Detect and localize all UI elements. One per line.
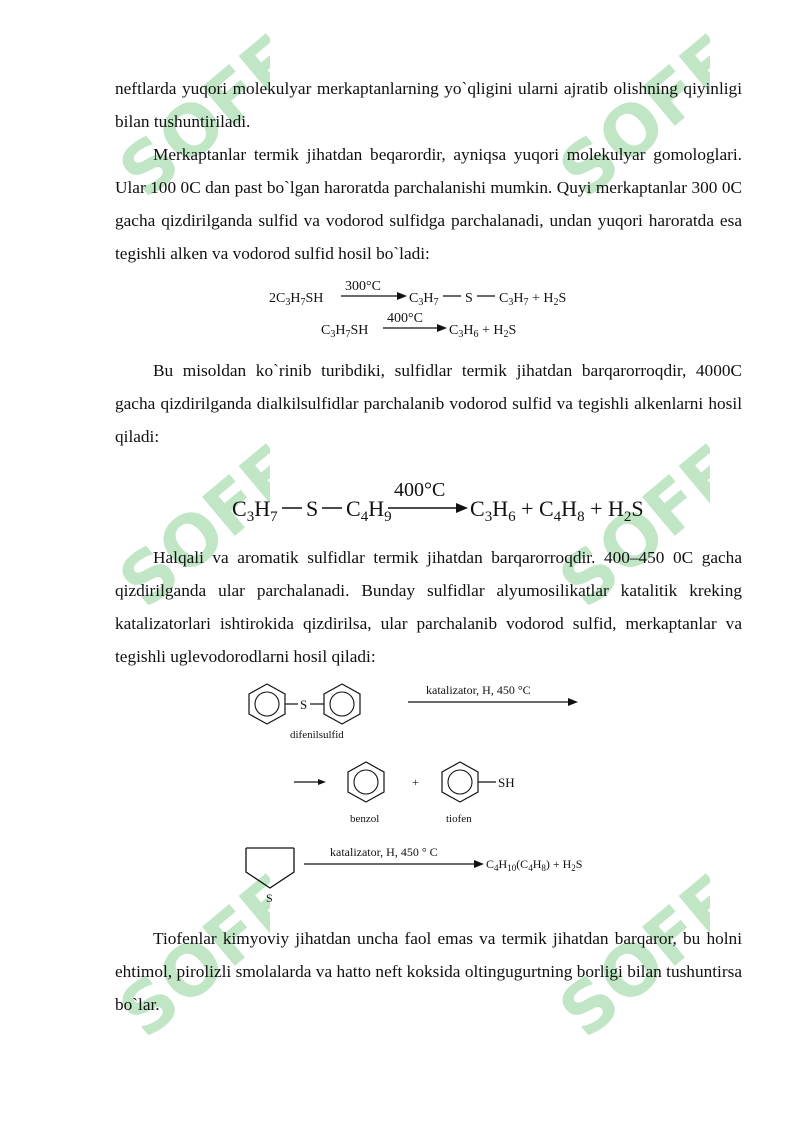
paragraph-3: Bu misoldan ko`rinib turibdiki, sulfidlar termik jihatdan barqarorroqdir, 4000C gacha qizdirilganda dialkilsulfidlar parchalanib vodorod sulfid va tegishli alkenlarni hosil qiladi: <box>115 361 742 446</box>
svg-text:C3H7SH: $C_3H_7SH$ <box>321 323 369 340</box>
equation-thiophene-ring <box>240 838 620 908</box>
text-block-p4 <box>115 541 742 673</box>
svg-text:SOFF: SOFF <box>103 430 270 624</box>
eq2-temp: 400°C <box>387 311 423 326</box>
svg-text:C3H6 + H2S: $C_3H_6 + H_2S$ <box>449 323 517 340</box>
eq4-s: S <box>300 697 308 712</box>
paragraph-5: Tiofenlar kimyoviy jihatdan uncha faol emas va termik jihatdan barqaror, bu holni ehtimol, pirolizli smolalarda va hatto neft koksida oltingugurtning borligi bilan tushuntirsa bo`lar. <box>115 929 742 1014</box>
text-block-p5 <box>115 922 742 1021</box>
equation-thermal-mercaptan <box>265 278 585 342</box>
paragraph-1: neftlarda yuqori molekulyar merkaptanlarning yo`qligini ularni ajratib olishning qiyinligi bilan tushuntiriladi. <box>115 79 742 131</box>
eq1-temp: 300°C <box>345 279 381 294</box>
svg-text:C3H7 + H2S: $C_3H_7 + H_2S$ <box>499 291 567 308</box>
eq4-conditions: katalizator, H, 450 °C <box>426 683 531 697</box>
eq4-label-benzol: benzol <box>350 813 380 825</box>
text-block-p3 <box>115 354 742 453</box>
eq5-conditions: katalizator, H, 450 ° C <box>330 845 438 859</box>
svg-text:S: S <box>465 291 473 306</box>
eq5-s: S <box>266 891 273 905</box>
eq4-sh: SH <box>498 775 515 790</box>
svg-text:S: S <box>306 496 319 521</box>
svg-text:C3H7: $C_3H_7$ <box>409 291 439 308</box>
svg-text:SOFF: SOFF <box>103 860 270 1054</box>
text-block-top <box>115 72 742 270</box>
svg-text:C3H7: $C_3H_7$ <box>232 496 278 525</box>
svg-text:SOFF: SOFF <box>543 860 710 1054</box>
equation-dialkylsulfide <box>228 476 648 528</box>
svg-text:C4H10(C4H8) + H2S: $C_4H_{10}(C_4H_8) + H_2S$ <box>486 857 583 873</box>
eq4-label-reactant: difenilsulfid <box>290 729 344 741</box>
equation-diphenylsulfide <box>240 672 600 832</box>
paragraph-4: Halqali va aromatik sulfidlar termik jihatdan barqarorroqdir. 400–450 0C gacha qizdirilganda ular parchalanadi. Bunday sulfidlar alyumosilikatlar katalitik kreking katalizatorlari ishtirokida qizdirilsa, ular parchalanib vodorod sulfid, merkaptanlar va tegishli uglevodorodlarni hosil qiladi: <box>115 548 742 666</box>
svg-text:C4H9: $C_4H_9$ <box>346 496 392 525</box>
svg-text:SOFF: SOFF <box>543 20 710 214</box>
eq3-temp: 400°C <box>394 479 446 501</box>
svg-text:SOFF: SOFF <box>103 20 270 214</box>
svg-text:+: + <box>412 775 419 789</box>
svg-text:2C3H7SH: $2C_3H_7SH$ <box>269 291 324 308</box>
eq4-label-tiofen: tiofen <box>446 813 472 825</box>
svg-text:SOFF: SOFF <box>543 430 710 624</box>
paragraph-2: Merkaptanlar termik jihatdan beqarordir, ayniqsa yuqori molekulyar gomologlari. Ular 100 0C dan past bo`lgan haroratda parchalanishi mumkin. Quyi merkaptanlar 300 0C gacha qizdirilganda sulfid va vodorod sulfidga parchalanadi, undan yuqori haroratda esa tegishli alken va vodorod sulfid hosil bo`ladi: <box>115 145 742 263</box>
svg-text:C3H6 + C4H8 + H2S: $C_3H_6 + C_4H_8 + H_2S$ <box>470 496 644 525</box>
